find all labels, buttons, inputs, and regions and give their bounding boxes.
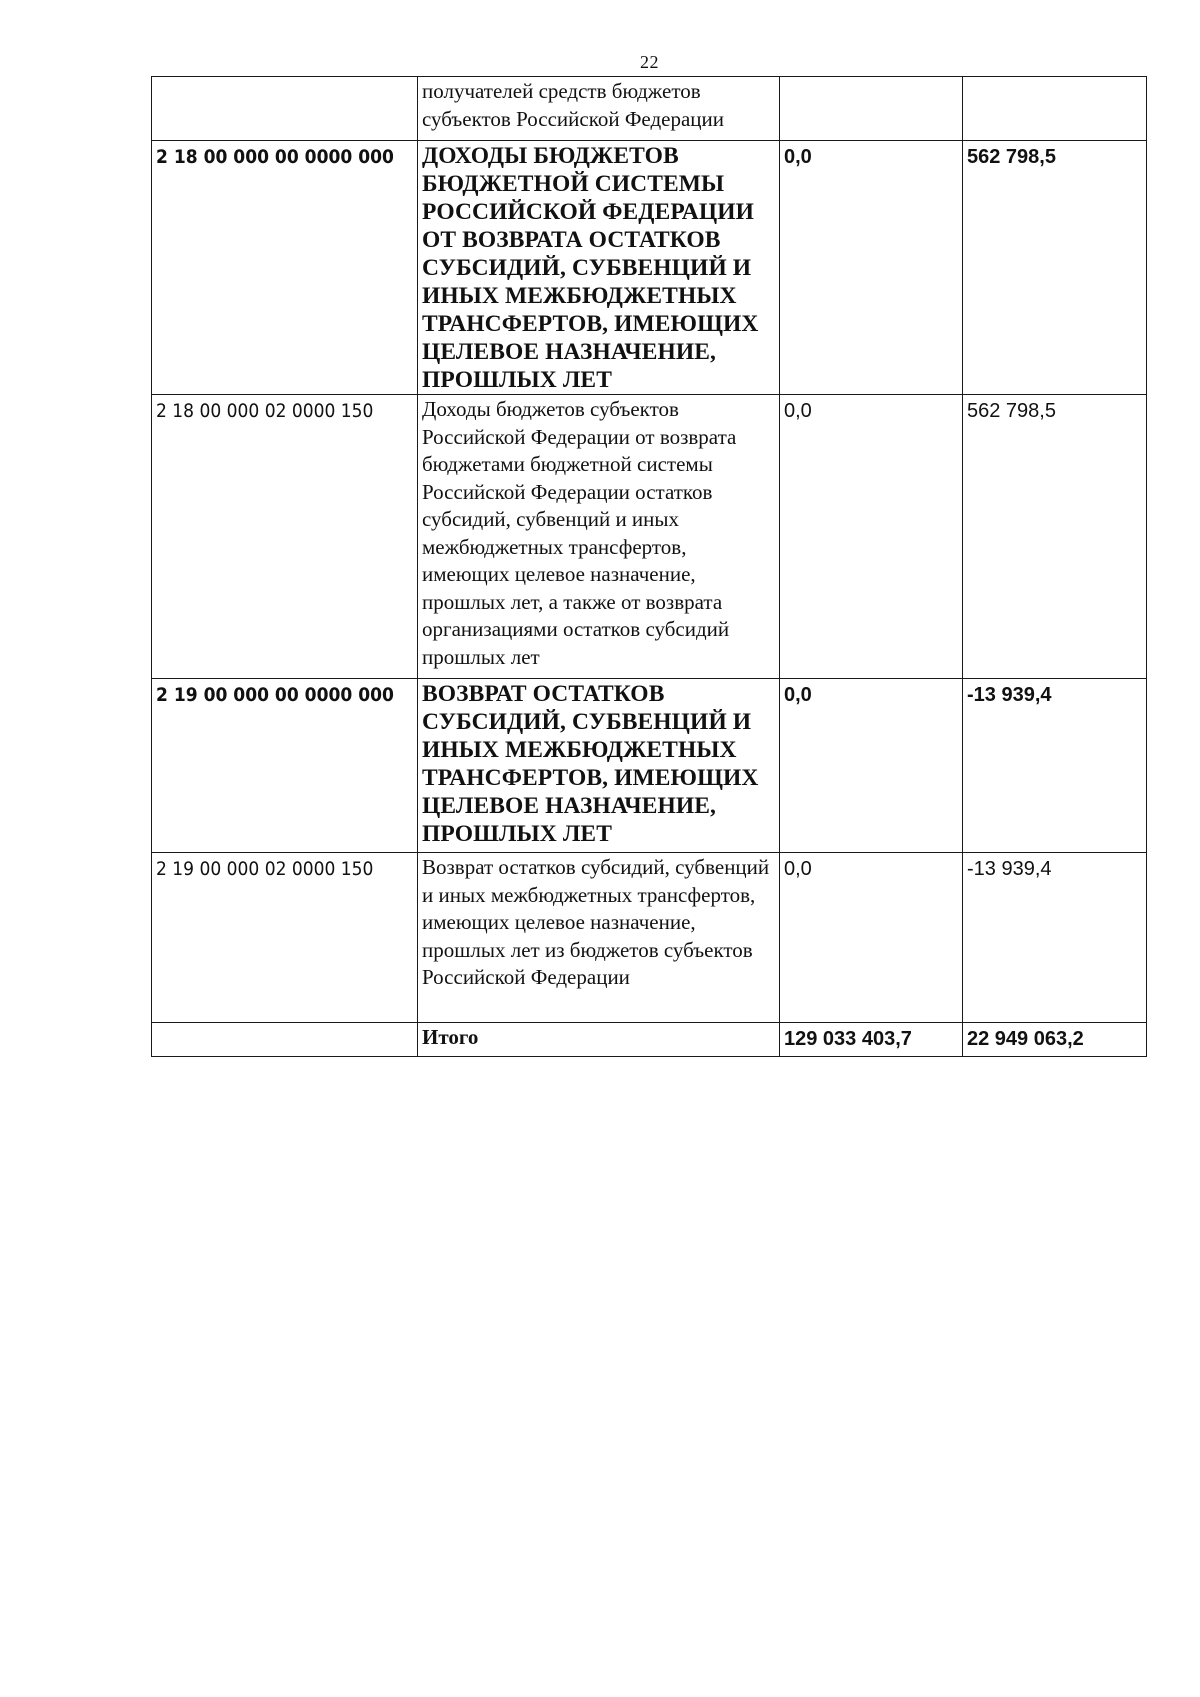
value-1-cell: 0,0 <box>780 141 963 395</box>
total-code-cell <box>152 1023 418 1057</box>
value-2-cell: -13 939,4 <box>963 679 1147 853</box>
revenue-name-cell: Возврат остатков субсидий, субвенций и иных межбюджетных трансфертов, имеющих целевое назначение, прошлых лет из бюджетов субъектов Российской Федерации <box>418 853 780 1023</box>
budget-code-cell: 2 19 00 000 00 0000 000 <box>152 679 418 853</box>
value-2-cell: 562 798,5 <box>963 141 1147 395</box>
value-1-cell: 0,0 <box>780 395 963 679</box>
revenue-name-cell: Доходы бюджетов субъектов Российской Федерации от возврата бюджетами бюджетной системы Российской Федерации остатков субсидий, субвенций и иных межбюджетных трансфертов, имеющих целевое назначение, прошлых лет, а также от возврата организациями остатков субсидий прошлых лет <box>418 395 780 679</box>
revenue-name-cell: получателей средств бюджетов субъектов Российской Федерации <box>418 77 780 141</box>
value-2-cell: -13 939,4 <box>963 853 1147 1023</box>
revenue-name-cell: ВОЗВРАТ ОСТАТКОВ СУБСИДИЙ, СУБВЕНЦИЙ И ИНЫХ МЕЖБЮДЖЕТНЫХ ТРАНСФЕРТОВ, ИМЕЮЩИХ ЦЕЛЕВОЕ НАЗНАЧЕНИЕ, ПРОШЛЫХ ЛЕТ <box>418 679 780 853</box>
total-value-1: 129 033 403,7 <box>780 1023 963 1057</box>
total-label: Итого <box>418 1023 780 1057</box>
total-row <box>152 1023 1147 1057</box>
budget-code-cell: 2 18 00 000 02 0000 150 <box>152 395 418 679</box>
budget-revenue-table <box>151 76 1147 1057</box>
value-2-cell <box>963 77 1147 141</box>
value-1-cell: 0,0 <box>780 679 963 853</box>
table-row <box>152 853 1147 1023</box>
table-row <box>152 141 1147 395</box>
value-1-cell <box>780 77 963 141</box>
table-row <box>152 77 1147 141</box>
budget-code-cell: 2 19 00 000 02 0000 150 <box>152 853 418 1023</box>
budget-code-cell <box>152 77 418 141</box>
table-row <box>152 679 1147 853</box>
revenue-name-cell: ДОХОДЫ БЮДЖЕТОВ БЮДЖЕТНОЙ СИСТЕМЫ РОССИЙСКОЙ ФЕДЕРАЦИИ ОТ ВОЗВРАТА ОСТАТКОВ СУБСИДИЙ, СУБВЕНЦИЙ И ИНЫХ МЕЖБЮДЖЕТНЫХ ТРАНСФЕРТОВ, ИМЕЮЩИХ ЦЕЛЕВОЕ НАЗНАЧЕНИЕ, ПРОШЛЫХ ЛЕТ <box>418 141 780 395</box>
value-1-cell: 0,0 <box>780 853 963 1023</box>
page-number: 22 <box>640 52 659 72</box>
value-2-cell: 562 798,5 <box>963 395 1147 679</box>
budget-code-cell: 2 18 00 000 00 0000 000 <box>152 141 418 395</box>
total-value-2: 22 949 063,2 <box>963 1023 1147 1057</box>
table-row <box>152 395 1147 679</box>
